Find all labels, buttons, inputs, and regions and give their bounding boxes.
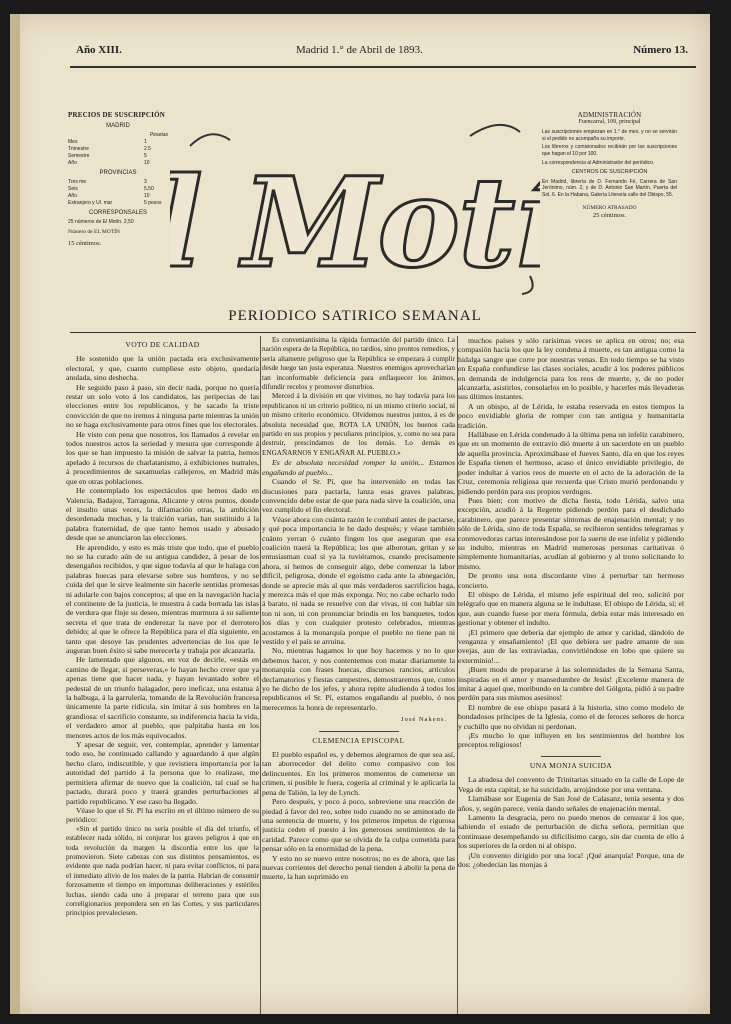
correspondents-price: 25 números de El Motín. 2,50 [68,219,134,225]
correspondents-label: CORRESPONSALES [88,210,148,216]
price-row: Mes 1 [68,139,147,145]
price-row: Año 10 [68,193,150,199]
article-signature: José Nakens. [401,716,447,724]
article-paragraph: He visto con pena que nosotros, los llamados á revelar en todos nuestros actos la seriedad y mesura que corresponde á los que se han impuesto la misión de salvar la patria, hemos apelado á recursos de charlatanismo, á exhibiciones teatrales, á procedimientos de saxamuelas callejeros, en Madrid más que en otras poblaciones. [66,429,259,486]
article-paragraph: Llamábase sor Eugenia de San José de Calasanz, tenía sesenta y dos años, y, según parece, venía dando señales de enajenación mental. [458,794,684,813]
subscription-title: PRECIOS DE SUSCRIPCIÓN [68,111,165,119]
article-paragraph: Es de absoluta necesidad romper la unión... Estamos engañando al pueblo... [262,458,455,477]
price-row: Tres me 3 [68,179,147,185]
article-separator [319,731,399,732]
article-paragraph: Pero después, y poco á poco, sobreviene una reacción de piedad á favor del reo, sobre todo cuando no se aminorado de una sentencia de muerte, y los primeros ímpetus de rigurosa justicia ceden el puesto á los generosos sentimientos de la caridad. Parece como que se olvida de la culpa cometida para pensar sólo en la enormidad de la pena. [262,797,455,854]
article-paragraph: El obispo de Lérida, el mismo jefe espiritual del reo, solicitó por telégrafo que en manera alguna se le indultase. El obispo de Lérida, sí; el que, aun cuando fuese por mera fórmula, debía estar más interesado en gestionar y obtener el indulto. [458,589,684,628]
article-paragraph: muchos países y sólo rarísimas veces se aplica en otros; no; esa compasión hacia los que la ley condena á muerte, es tan antigua como la hidalga sangre que corre por nuestras venas. En todo tiempo se ha visto en España confundirse las clases sociales, acudir á los poderes públicos en demanda de indulgencia para los reos de muerte, y, de no poder alcanzarla, asistirlos, consolarlos en lo posible, y hacerles más llevaderas sus últimos instantes. [458,336,684,402]
subscription-box [68,112,168,247]
article-paragraph: ¡El primero que debería dar ejemplo de amor y caridad, dándolo de venganza y ensañamiento! ¡El que debiera ser padre amante de sus ovejas, aun de las extraviadas, convirtiéndose en lobo que quiere su exterminio!... [458,627,684,665]
article-paragraph: He sostenido que la unión pactada era exclusivamente electoral, y que, cuanto cumpliese este objeto, quedaría anulada, sino deshecha. [66,354,259,383]
newspaper-page [10,14,710,1014]
price-row: Extranjero y Ul. mar 5 pesos [68,200,162,206]
article-paragraph: ¡Un convento dirigido por una loca! ¡Qué anarquía! Porque, una de dos: ¿obedecían las monjas á [458,850,684,869]
column-1 [66,336,259,1014]
currency-label: Pesetas [149,132,168,138]
article-paragraph: Cuando el Sr. Pí, que ha intervenido en todas las discusiones para pactarla, lanza esas graves palabras, convencido debe estar de que para nada sirve la coalición, una vez cumplido el fin electoral. [262,477,455,515]
administration-note: Las suscripciones empiezan en 1.° de mes, y no se servirán si el pedido no acompaña su importe. [542,129,677,142]
back-issue-label: NÚMERO ATRASADO [582,204,637,211]
article-paragraph: He aprendido, y esto es más triste que todo, que el pueblo no se ha curado aún de su antigua candidez, á pesar de los desengaños recibidos, y que sigue todavía al que le halaga con palabras huecas para elevarse sobre sus hombros, y no se cuida del que le sirve lealmente sin hacerle sentidas promesas ni adularle con bajos conceptos; al que en la navegación hacia el continente de la justicia, le muestra á cada borrada las islas de verdura que finje su deseo, mientras murmura á su saliente secreta el que trata de enderezar la nave por el derrotero debido; al que le ofrece la República para el día siguiente, en tanto que desoye las prudentes advertencias de los que le auguran buen éxito si sabe merecerla y trabaja por alcanzarla. [66,542,259,655]
article-paragraph: Véase ahora con cuánta razón le combatí antes de pactarse, y qué poca importancia le he dado después; y véase también cuánto yerran ó cuánto fingen los que aseguran que esa coalición traerá la República; los que alborotan, gritan y se entusiasman cual si ya la tuviéramos, cuando precisamente ahora, si hemos de conseguir algo, debe comenzar la labor difícil, peligrosa, donde el egoísmo cada ante la abnegación, donde se aprecie más al que más verdaderos sacrificios haga, y merezca más el que más exponga. No; no cabe echarlo todo á barato, ni nada se resuelve con dar vivas, ni con hablar sin ton ni son, ni con pronunciar brindis en los banquetes, todos los días y con cualquier protesto celebrados, mientras acostamos á la monarquía porque el pueblo no tiene pan ni vestido y el país se arruina. [262,514,455,646]
quoted-paragraph: Es conveniantísima la rápida formación del partido único. La nación espera de la República, no tardíos, sino prontos remedios, y sería altamente peligroso que la República se empezara á cumplir desde luego tan justa esperanza. Nuestros enemigos aprovecharían tan inconformable deficiencia para enflaquecer los ánimos, difundir recelos y promover disturbios. [262,336,455,392]
provinces-label: PROVINCIAS [99,170,137,176]
madrid-label: MADRID [106,123,130,129]
column-divider [260,336,261,1014]
administration-address: Fuencarral, 109, principal [578,118,641,125]
article-paragraph: Lamento la desgracia, pero no puedo menos de censurar á los que, sabiendo el estado de perturbación de dicha señora, permitían que continuase desempeñando su dificilísimo cargo, sin dar cuenta de ello á los superiores de la orden ni al obispo. [458,812,684,851]
article-paragraph: ¡Buen modo de prepararse á las solemnidades de la Semana Santa, inspiradas en el amor y mansedumbre de Jesús! ¡Excelente manera de imitar á aquel que, moribundo en la cumbre del Gólgota, pidió á su padre perdón para sus mismos asesinos! [458,665,684,703]
single-number-label: Número de EL MOTÍN [68,229,120,235]
issue-year: Año XIII. [76,44,122,56]
centers-text: En Madrid, librería de D. Fernando Fé, Carrera de San Jerónimo, núm. 2, y de D. Antonio San Martín, Puerta del Sol, 6. En la Habana, Galería Literaria calle del Obispo, 55. [542,178,677,198]
column-2 [262,336,455,1014]
administration-title: ADMINISTRACIÓN [577,111,642,119]
issue-number: Número 13. [633,44,688,56]
article-paragraph: No, mientras hagamos lo que hoy hacemos y no lo que debemos hacer, y nos contentemos con matar diariamente la monarquía con frases huecas, discursos rancios, artículos declamatorios y fiestas campestres, demostraremos que, como yo he dicho de los jefes, y ahora repite aludiendo á todos los republicanos el Sr. Pí, estamos engañando al pueblo, ó nos merecemos la honra de representarlo. [262,646,455,712]
administration-box [542,112,677,220]
masthead [66,42,696,64]
article-heading: VOTO DE CALIDAD [125,340,200,349]
article-paragraph: He contemplado los espectáculos que hemos dado en Valencia, Badajoz, Tarragona, Alicante y otros puntos, donde el insulto unas veces, la difamación otras, la ambición desordenada muchas, y la traición varias, han sustituido á la palabra fraternidad, de que tanto hemos usado y abusado desde que se anunciaron las elecciones. [66,486,259,543]
back-issue-price: 25 céntimos. [592,212,627,220]
article-paragraph: Y esto no se nuevo entre nosotros; no es de ahora, que las nuevas corrientes del derecho penal tienden á abolir la pena de muerte, la han suprimido en [262,853,455,882]
article-separator [541,756,601,757]
article-paragraph: Pues bien; con motivo de dicha fiesta, todo Lérida, salvo una excepción, acudió á la Regente pidiendo perdón para el desdichado carabinero, que parece presentar síntomas de enajenación mental; y no sólo de Lérida, sino de toda España, se recibieron sentidos telegramas y conmovedoras cartas interesándose por la suerte de ese infeliz y pidiendo su indulto, mientras en Madrid numerosas personas caritativas ó simplemente humanitarias, acudían al gobierno y al trono solicitando lo mismo. [458,495,684,571]
subtitle-rule [70,332,696,333]
article-paragraph: ¡Es mucho lo que influyen en los sentimientos del hombre los preceptos religiosos! [458,731,684,750]
logo-text: Mot [242,151,514,296]
article-paragraph: He lamentado que algunos, en voz de decirle, «estás en camino de llegar, si perseveras,» le hayan hecho creer que ya apenas tiene que hacer nada, y hayan levantado sobre el pedestal de un triunfo halagador, pero ineficaz, una estatua á la balbuga, á la garrulería, tomando de la Revolución francesa únicamente la parte ridícula, sin imitar á sus hombres en la grandiosa: el sacrificio constante, su indiferencia hacia la vida, el verdadero amor al pueblo, que palpitaba hasta en los menores actos de los más equivocados. [66,655,259,740]
article-paragraph: A un obispo, al de Lérida, le estaba reservada en estos tiempos la poco envidiable gloria de romper con tan antigua y humanitaria tradición. [458,401,684,430]
article-paragraph: De pronto una nota discordante vino á perturbar tan hermoso concierto. [458,571,684,590]
article-paragraph: El nombre de ese obispo pasará á la historia, sino como modelo de bondadosos príncipes de la Iglesia, como el de feroces señores de horca y cuchillo que no olvidan ni perdonan. [458,702,684,731]
price-row: Semestre 5 [68,153,147,159]
masthead-rule [70,66,696,68]
centers-label: CENTROS DE SUSCRIPCIÓN [571,169,648,176]
price-row: Seis 5,50 [68,186,154,192]
article-heading: UNA MONJA SUICIDA [529,760,613,770]
quoted-paragraph: Merced á la división en que vivimos, no hay todavía para los republicanos ni un criterio político, ni un mismo criterio social, ni un mismo criterio económico. Olvidemos nuestros juntos, á es de absoluta necesidad que, ROTA LA UNIÓN, los buenos cada partido en sus propios y peculiares principios, y, como no sea para destruir, prescindamos de los demás. Lo demás es ENGAÑARNOS Y ENGAÑAR AL PUEBLO.» [262,392,455,457]
single-number-price: 15 céntimos. [68,240,102,247]
price-row: Año 10 [68,160,150,166]
article-paragraph: Hallábase en Lérida condenado á la última pena un infeliz carabinero, que en un momento de extravío dió muerte á un sacerdote en un pueblo de aquella provincia. Aproximábase el Jueves Santo, día en que los reyes de España tienen el hermoso, acaso el único envidiable privilegio, de poder indultar á varios reos de muerte en el acto de la adoración de la Cruz, ceremonia religiosa que recuerda que Cristo murió perdonando y pidiendo perdón para sus propios verdugos. [458,430,684,496]
administration-note: Los libreros y comisionados recibirán por las suscripciones que hagan el 10 por 100. [542,144,677,157]
quoted-paragraph: «Sin el partido único no sería posible el día del triunfo, el establecer nada sólido, ni conjurar los graves peligros á que en toda revolución da margen la discordia entre los que la promovieron. Siete cabezas con sus distintos pensamientos, es evidente que nada podrían hacer, ni para evitar conflictos, ni para el inmediato alivio de los males de la patria. Habrían de consumir forzosamente el tiempo en importunas deliberaciones y estériles luchas, siendo cada uno á preparar el terreno para que sus correligionarios prepondera sen en las Cortes, y sus particulares principios prevaleciesen. [66,824,259,918]
page-edge [10,14,20,1014]
issue-date: Madrid 1.° de Abril de 1893. [296,44,423,56]
newspaper-logo [170,106,540,306]
article-paragraph: Véase lo que el Sr. Pí ha escrito en el último número de su periódico: [66,805,259,825]
administration-note: La correspondencia al Administrador del periódico. [542,159,655,166]
article-paragraph: Y apesar de seguir, ver, contemplar, aprender y lamentar todo eso, he continuado callando y aguardando á que algún hecho claro, indiscutible, y que revistiera importancia por la autoridad del partido á la persona que lo realizase, me permitiera afirmar de nuevo que la coalición, tal cual se ha pactado, durará poco y traerá grandes perturbaciones al partido republicano. Y ese caso ha llegado. [66,740,259,806]
logo-artwork [170,106,540,306]
article-paragraph: He seguido paso á paso, sin decir nada, porque no quería restar un solo voto á los candidatos, las peripecias de las elecciones entre los republicanos, y he sacado la triste convicción de que no iremos á ninguna parte mientras la unión no se haga exclusivamente para otros fines que los electorales. [66,382,259,430]
price-row: Trimestre 2.5 [68,146,151,152]
newspaper-subtitle: PERIODICO SATIRICO SEMANAL [228,308,482,324]
article-heading: CLEMENCIA EPISCOPAL [312,735,405,745]
article-paragraph: El pueblo español es, y debemos alegrarnos de que sea así, tan aborrecedor del delito como compasivo con los delincuentes. En los primeros momentos de cometerse un crimen, si posible le fuera, cogería al criminal y le aplicaría la pena de Talión, la ley de Lynch. [262,750,455,797]
article-paragraph: La abadesa del convento de Trinitarias situado en la calle de Lope de Vega de esta capital, se ha suicidado, arrojándose por una ventana. [458,775,684,794]
column-3 [458,336,684,1014]
